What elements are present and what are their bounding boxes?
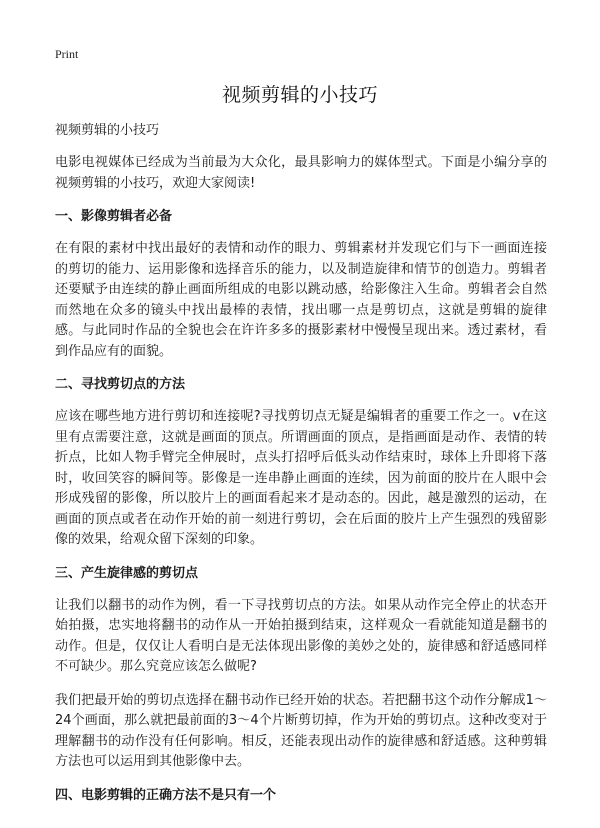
section-3-paragraph-1: 让我们以翻书的动作为例，看一下寻找剪切点的方法。如果从动作完全停止的状态开始拍摄，忠实地将翻书的动作从一开始拍摄到结束，这样观众一看就能知道是翻书的动作。但是，仅仅让人看明白是无法体现出影像的美妙之处的，旋律感和舒适感同样不可缺少。那么究竟应该怎么做呢?	[55, 597, 547, 674]
section-1-paragraph: 在有限的素材中找出最好的表情和动作的眼力、剪辑素材并发现它们与下一画面连接的剪切的能力、运用影像和选择音乐的能力，以及制造旋律和情节的创造力。剪辑者还要赋予由连续的静止画面所组成的电影以跳动感，给影像注入生命。剪辑者会自然而然地在众多的镜头中找出最棒的表情，找出哪一点是剪切点，这就是剪辑的旋律感。与此同时作品的全貌也会在许许多多的摄影素材中慢慢呈现出来。透过素材，看到作品应有的面貌。	[55, 241, 547, 359]
section-2-heading: 二、寻找剪切点的方法	[55, 377, 186, 392]
section-4-heading: 四、电影剪辑的正确方法不是只有一个	[55, 787, 277, 803]
intro-paragraph: 电影电视媒体已经成为当前最为大众化，最具影响力的媒体型式。下面是小编分享的视频剪辑的小技巧，欢迎大家阅读!	[55, 155, 547, 191]
article-subtitle: 视频剪辑的小技巧	[55, 123, 160, 138]
print-label: Print	[55, 47, 79, 61]
section-3-paragraph-2: 我们把最开始的剪切点选择在翻书动作已经开始的状态。若把翻书这个动作分解成1～24个画面，那么就把最前面的3～4个片断剪切掉，作为开始的剪切点。这种改变对于理解翻书的动作没有任何影响。相反，还能表现出动作的旋律感和舒适感。这种剪辑方法也可以运用到其他影像中去。	[55, 692, 547, 769]
page-title: 视频剪辑的小技巧	[221, 84, 378, 106]
section-3-heading: 三、产生旋律感的剪切点	[55, 565, 199, 581]
section-2-paragraph: 应该在哪些地方进行剪切和连接呢?寻找剪切点无疑是编辑者的重要工作之一。v在这里有点需要注意，这就是画面的顶点。所谓画面的顶点，是指画面是动作、表情的转折点，比如人物手臂完全伸展时，点头打招呼后低头动作结束时，球体上升即将下落时，收回笑容的瞬间等。影像是一连串静止画面的连续，因为前面的胶片在人眼中会形成残留的影像，所以胶片上的画面看起来才是动态的。因此，越是激烈的运动，在画面的顶点或者在动作开始的前一刻进行剪切，会在后面的胶片上产生强烈的残留影像的效果，给观众留下深刻的印象。	[55, 409, 547, 547]
article-body	[55, 121, 547, 818]
section-1-heading: 一、影像剪辑者必备	[55, 209, 173, 224]
